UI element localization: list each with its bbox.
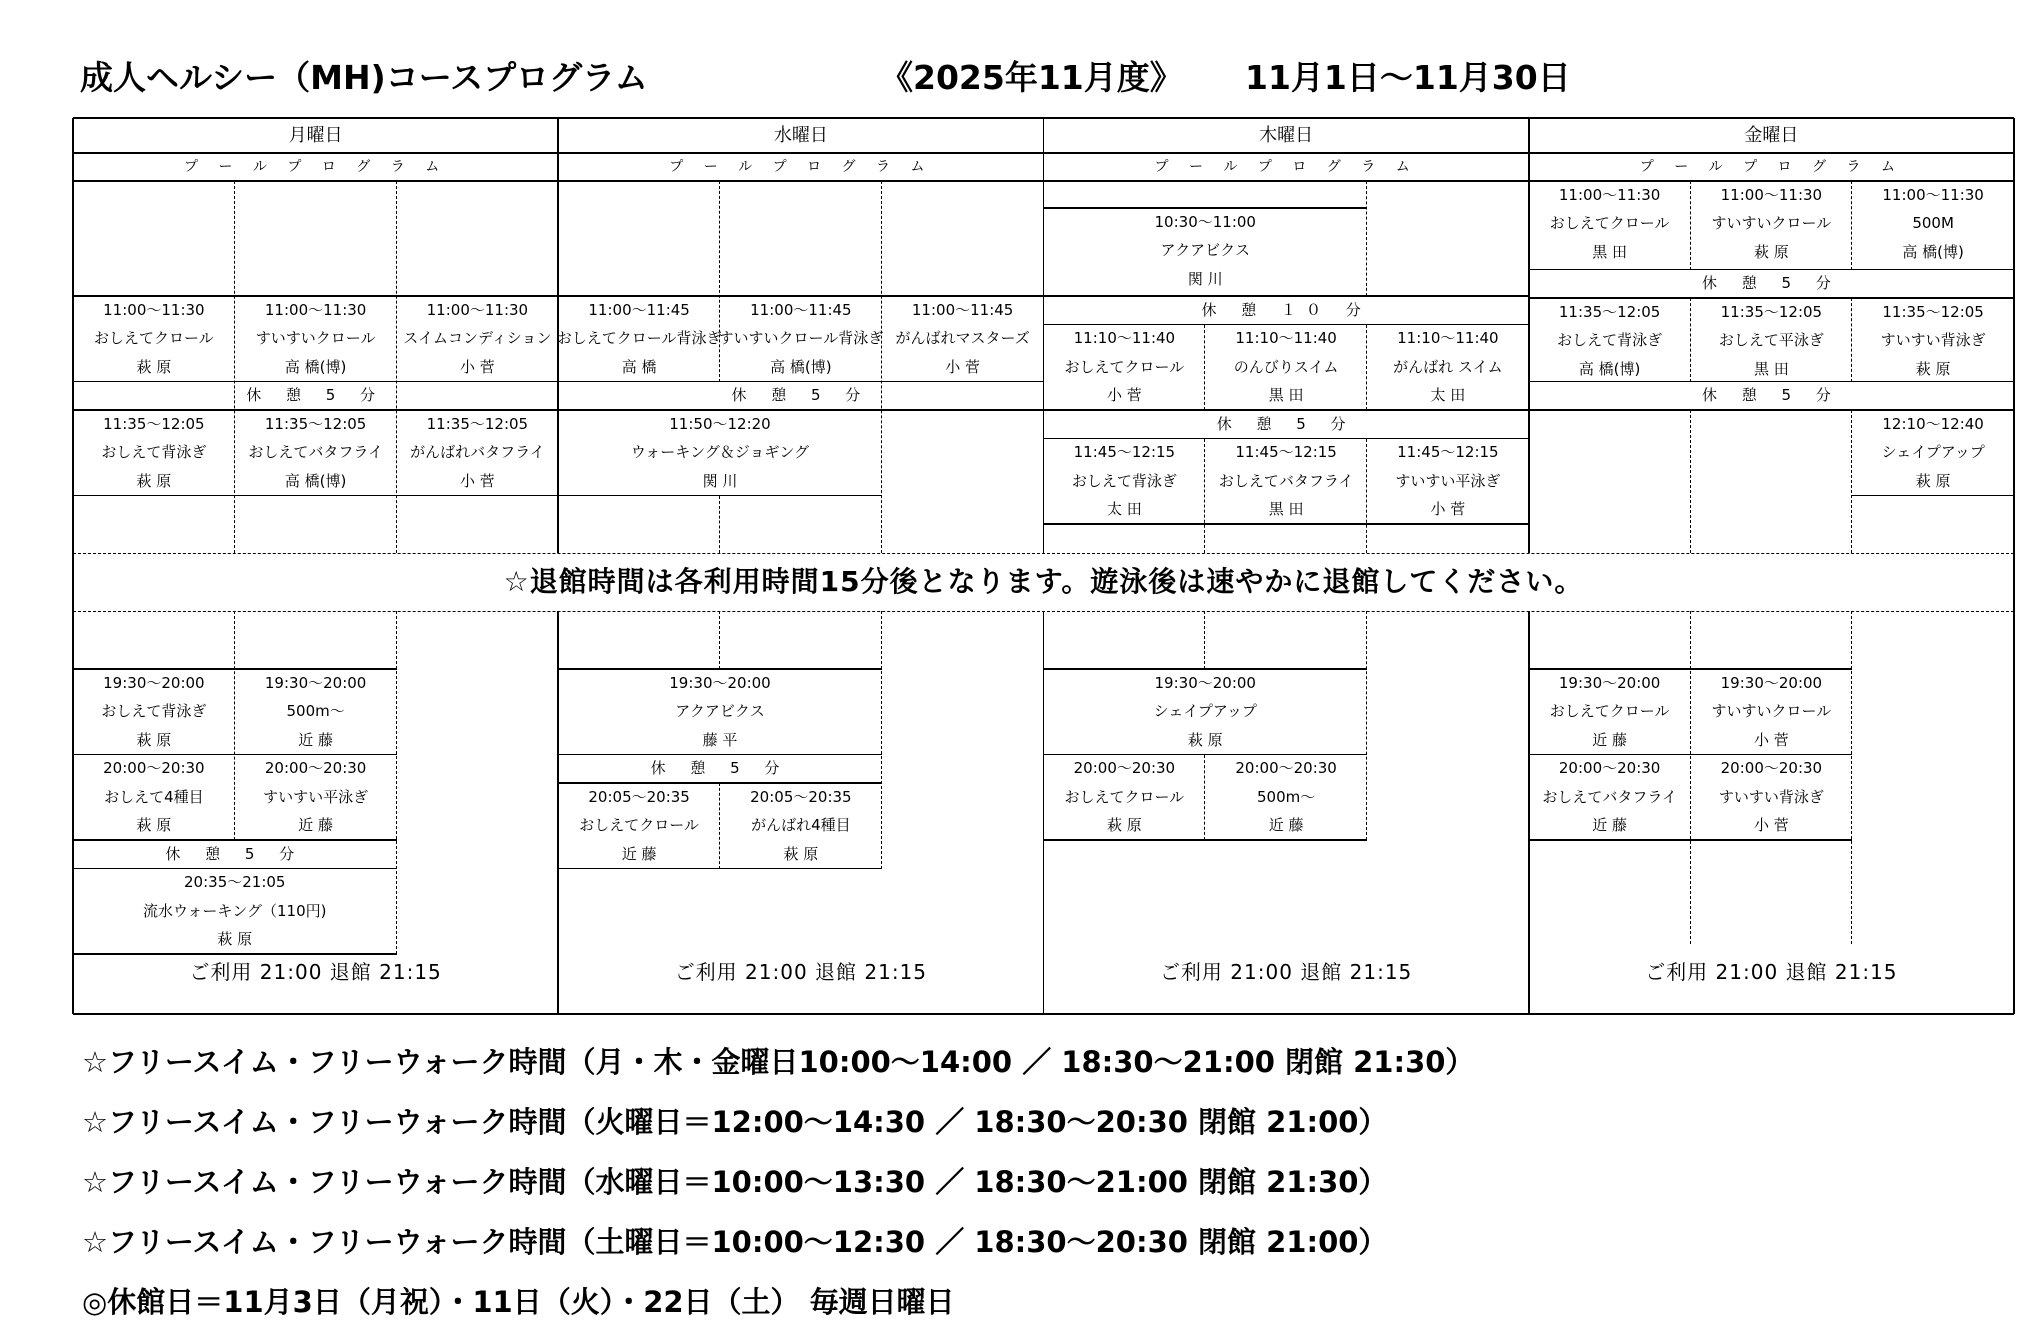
grid-dashed-divider: [1851, 298, 1852, 382]
grid-dashed-divider: [1366, 181, 1367, 296]
fri-class-1100b-time: 11:00～11:30: [1720, 185, 1823, 204]
grid-dashed-divider: [396, 181, 397, 553]
wed-class-1930-name: アクアビクス: [675, 702, 765, 721]
fri-class-2000a-time: 20:00～20:30: [1558, 759, 1661, 778]
break-row: 休 憩 5 分: [1701, 386, 1841, 405]
fri-class-1100a-name: おしえてクロール: [1549, 214, 1670, 233]
mon-class-1135c-name: がんばれバタフライ: [410, 443, 545, 462]
wed-class-2005a-instructor: 近 藤: [621, 844, 657, 863]
day-header: 水曜日: [773, 124, 828, 146]
mon-class-1135b-time: 11:35～12:05: [264, 414, 367, 433]
break-row: 休 憩 5 分: [731, 386, 871, 405]
thu-class-1030-name: アクアビクス: [1160, 241, 1250, 260]
fri-class-1210-name: シェイプアップ: [1881, 443, 1985, 462]
grid-dashed-divider: [719, 496, 720, 554]
day-footer: ご利用 21:00 退館 21:15: [674, 960, 928, 984]
wed-class-1150-instructor: 関 川: [702, 471, 738, 490]
grid-line: [1044, 295, 1529, 297]
break-row: 休 憩 5 分: [165, 844, 305, 863]
fri-class-1210-instructor: 萩 原: [1915, 471, 1951, 490]
thu-class-1145a-instructor: 太 田: [1106, 500, 1142, 519]
thu-class-1145c-time: 11:45～12:15: [1397, 443, 1499, 462]
thu-class-1110c-time: 11:10～11:40: [1397, 329, 1499, 348]
grid-line: [73, 381, 558, 383]
grid-line: [1529, 269, 2014, 271]
wed-class-1100b-name: すいすいクロール背泳ぎ: [718, 329, 884, 348]
grid-line: [73, 953, 397, 955]
thu-class-1110c-instructor: 太 田: [1430, 386, 1466, 405]
wed-class-2005b-name: がんばれ4種目: [751, 816, 851, 835]
fri-class-2000b-time: 20:00～20:30: [1720, 759, 1823, 778]
grid-line: [558, 295, 1043, 297]
mon-class-2000a-time: 20:00～20:30: [103, 759, 205, 778]
break-row: 休 憩 5 分: [246, 386, 386, 405]
mon-class-1930b-time: 19:30～20:00: [264, 673, 367, 692]
thu-class-1145a-name: おしえて背泳ぎ: [1071, 471, 1177, 490]
thu-class-1030-instructor: 関 川: [1187, 269, 1223, 288]
fri-class-1100a-instructor: 黒 田: [1592, 242, 1628, 261]
thu-class-2000b-name: 500m～: [1257, 787, 1316, 806]
wed-class-1930-instructor: 藤 平: [702, 730, 738, 749]
mon-class-1135b-instructor: 高 橋(博): [284, 471, 347, 490]
grid-line: [1852, 495, 2014, 497]
mon-class-1135a-time: 11:35～12:05: [103, 414, 205, 433]
date-range: 11月1日～11月30日: [1245, 58, 1571, 97]
fri-class-1100b-instructor: 萩 原: [1753, 242, 1789, 261]
mon-class-1100a-name: おしえてクロール: [94, 329, 214, 348]
wed-class-2005b-instructor: 萩 原: [783, 844, 819, 863]
grid-line: [73, 295, 558, 297]
grid-dashed-divider: [1204, 755, 1205, 841]
wed-class-2005a-time: 20:05～20:35: [588, 787, 690, 806]
grid-dashed-divider: [881, 181, 882, 553]
mon-class-1135a-name: おしえて背泳ぎ: [101, 443, 207, 462]
grid-line: [558, 754, 882, 756]
fri-class-1135b-name: おしえて平泳ぎ: [1718, 331, 1824, 350]
mon-class-1100a-time: 11:00～11:30: [103, 300, 205, 319]
thu-class-1110a-time: 11:10～11:40: [1073, 329, 1176, 348]
wed-class-1100a-name: おしえてクロール背泳ぎ: [556, 329, 722, 348]
grid-line: [73, 495, 558, 497]
fri-class-2000a-name: おしえてバタフライ: [1542, 787, 1677, 806]
thu-class-1930-name: シェイプアップ: [1153, 702, 1257, 721]
mon-class-2000b-time: 20:00～20:30: [264, 759, 367, 778]
wed-class-1100c-instructor: 小 菅: [945, 357, 981, 376]
mon-class-2035-instructor: 萩 原: [217, 930, 253, 949]
thu-class-1110b-instructor: 黒 田: [1268, 386, 1304, 405]
pool-program-label: プ ー ル プ ロ グ ラ ム: [1639, 159, 1903, 175]
thu-class-1110a-name: おしえてクロール: [1064, 357, 1185, 376]
mon-class-1100c-instructor: 小 菅: [459, 357, 495, 376]
fri-class-1135b-instructor: 黒 田: [1753, 359, 1789, 378]
mon-class-1100c-time: 11:00～11:30: [426, 300, 529, 319]
fri-class-2000a-instructor: 近 藤: [1592, 816, 1628, 835]
wed-class-1100c-time: 11:00～11:45: [911, 300, 1014, 319]
fri-class-1930b-time: 19:30～20:00: [1720, 673, 1823, 692]
mon-class-1135a-instructor: 萩 原: [136, 471, 172, 490]
fri-class-1100c-instructor: 高 橋(博): [1902, 242, 1964, 261]
grid-dashed-divider: [234, 181, 235, 553]
day-header: 木曜日: [1259, 124, 1314, 146]
fri-class-1100b-name: すいすいクロール: [1711, 214, 1832, 233]
mon-class-1135c-time: 11:35～12:05: [426, 414, 529, 433]
wed-class-2005b-time: 20:05～20:35: [750, 787, 852, 806]
grid-dashed-divider: [1851, 410, 1852, 553]
break-row: 休 憩 5 分: [1216, 414, 1356, 433]
mon-class-1930b-name: 500m～: [286, 702, 345, 721]
mon-class-1100b-name: すいすいクロール: [255, 329, 376, 348]
thu-class-1110b-name: のんびりスイム: [1233, 357, 1339, 376]
break-row: 休 憩 １０ 分: [1201, 300, 1371, 319]
mon-class-1135c-instructor: 小 菅: [459, 471, 495, 490]
free-swim-note: ☆フリースイム・フリーウォーク時間（月・木・金曜日10:00～14:00 ／ 18:30～21:00 閉館 21:30）: [82, 1045, 1475, 1079]
exit-time-notice: ☆退館時間は各利用時間15分後となります。遊泳後は速やかに退館してください。: [503, 565, 1584, 598]
period-label: 《2025年11月度》: [880, 58, 1183, 97]
pool-program-label: プ ー ル プ ロ グ ラ ム: [1154, 159, 1418, 175]
fri-class-1135a-instructor: 高 橋(博): [1578, 359, 1641, 378]
grid-dashed-divider: [719, 611, 720, 669]
grid-dashed-divider: [1851, 611, 1852, 944]
mon-class-2035-time: 20:35～21:05: [184, 873, 286, 892]
thu-class-1110a-instructor: 小 菅: [1106, 386, 1142, 405]
wed-class-1100a-instructor: 高 橋: [621, 357, 657, 376]
thu-class-1145b-name: おしえてバタフライ: [1218, 471, 1354, 490]
wed-class-1150-name: ウォーキング＆ジョギング: [630, 443, 810, 462]
grid-dashed-divider: [1204, 439, 1205, 554]
pool-program-label: プ ー ル プ ロ グ ラ ム: [669, 159, 933, 175]
grid-dashed-divider: [1366, 325, 1367, 411]
fri-class-1135c-name: すいすい背泳ぎ: [1880, 331, 1986, 350]
fri-class-1135a-time: 11:35～12:05: [1558, 302, 1661, 321]
wed-class-2005a-name: おしえてクロール: [579, 816, 699, 835]
grid-dashed-divider: [1204, 325, 1205, 411]
grid-dashed-divider: [1204, 611, 1205, 669]
thu-class-1110c-name: がんばれ スイム: [1393, 357, 1503, 376]
mon-class-1100a-instructor: 萩 原: [136, 357, 172, 376]
grid-dashed-divider: [234, 611, 235, 840]
wed-class-1100b-instructor: 高 橋(博): [770, 357, 832, 376]
grid-dashed-divider: [719, 783, 720, 869]
day-header: 金曜日: [1744, 124, 1799, 146]
fri-class-1135c-time: 11:35～12:05: [1882, 302, 1984, 321]
free-swim-note: ☆フリースイム・フリーウォーク時間（火曜日＝12:00～14:30 ／ 18:30～20:30 閉館 21:00）: [82, 1105, 1388, 1139]
mon-class-1100b-time: 11:00～11:30: [264, 300, 367, 319]
wed-class-1100c-name: がんばれマスターズ: [895, 329, 1030, 348]
mon-class-1930b-instructor: 近 藤: [298, 730, 334, 749]
fri-class-1100c-time: 11:00～11:30: [1882, 185, 1984, 204]
day-footer: ご利用 21:00 退館 21:15: [1159, 960, 1413, 984]
fri-class-1135a-name: おしえて背泳ぎ: [1557, 331, 1663, 350]
thu-class-1030-time: 10:30～11:00: [1154, 212, 1256, 231]
pool-program-label: プ ー ル プ ロ グ ラ ム: [184, 159, 448, 175]
wed-class-1100b-time: 11:00～11:45: [750, 300, 852, 319]
grid-dashed-divider: [1366, 439, 1367, 554]
break-row: 休 憩 5 分: [650, 759, 790, 778]
fri-class-1930a-time: 19:30～20:00: [1558, 673, 1661, 692]
free-swim-note: ◎休館日＝11月3日（月祝）・11日（火）・22日（土） 毎週日曜日: [82, 1285, 955, 1319]
grid-line: [1529, 381, 2014, 383]
grid-dashed-divider: [1690, 181, 1691, 270]
thu-class-1930-time: 19:30～20:00: [1154, 673, 1256, 692]
fri-class-1930b-instructor: 小 菅: [1753, 730, 1789, 749]
mon-class-2000a-instructor: 萩 原: [136, 816, 172, 835]
grid-line: [558, 381, 1043, 383]
thu-class-1145b-instructor: 黒 田: [1268, 500, 1304, 519]
mon-class-1100c-name: スイムコンディション: [403, 329, 552, 348]
fri-class-1930b-name: すいすいクロール: [1711, 702, 1832, 721]
wed-class-1930-time: 19:30～20:00: [669, 673, 771, 692]
grid-dashed-divider: [719, 181, 720, 382]
grid-dashed-divider: [396, 611, 397, 954]
grid-dashed-divider: [73, 611, 2014, 612]
grid-line: [1044, 523, 1529, 525]
grid-dashed-divider: [1690, 410, 1691, 553]
break-row: 休 憩 5 分: [1701, 274, 1841, 293]
fri-class-2000b-name: すいすい背泳ぎ: [1718, 787, 1824, 806]
mon-class-2000b-name: すいすい平泳ぎ: [263, 787, 369, 806]
thu-class-2000b-instructor: 近 藤: [1268, 816, 1304, 835]
thu-class-2000b-time: 20:00～20:30: [1235, 759, 1337, 778]
free-swim-note: ☆フリースイム・フリーウォーク時間（土曜日＝10:00～12:30 ／ 18:30～20:30 閉館 21:00）: [82, 1225, 1388, 1259]
thu-class-1930-instructor: 萩 原: [1187, 730, 1223, 749]
wed-class-1150-time: 11:50～12:20: [669, 414, 771, 433]
day-footer: ご利用 21:00 退館 21:15: [189, 960, 442, 984]
thu-class-1145a-time: 11:45～12:15: [1073, 443, 1176, 462]
page-title: 成人ヘルシー（MH)コースプログラム: [80, 58, 648, 97]
mon-class-2035-name: 流水ウォーキング（110円): [143, 901, 327, 920]
fri-class-1930a-instructor: 近 藤: [1592, 730, 1628, 749]
grid-line: [1044, 409, 1529, 411]
thu-class-2000a-instructor: 萩 原: [1106, 816, 1142, 835]
thu-class-1145b-time: 11:45～12:15: [1235, 443, 1337, 462]
grid-dashed-divider: [1690, 298, 1691, 382]
mon-class-1930a-instructor: 萩 原: [136, 730, 172, 749]
mon-class-1100b-instructor: 高 橋(博): [284, 357, 347, 376]
grid-dashed-divider: [1690, 611, 1691, 944]
day-footer: ご利用 21:00 退館 21:15: [1645, 960, 1898, 984]
free-swim-note: ☆フリースイム・フリーウォーク時間（水曜日＝10:00～13:30 ／ 18:30～21:00 閉館 21:30）: [82, 1165, 1388, 1199]
grid-dashed-divider: [1851, 181, 1852, 270]
wed-class-1100a-time: 11:00～11:45: [588, 300, 690, 319]
thu-class-2000a-time: 20:00～20:30: [1073, 759, 1176, 778]
day-header: 月曜日: [288, 124, 343, 146]
mon-class-1930a-time: 19:30～20:00: [103, 673, 205, 692]
fri-class-1135b-time: 11:35～12:05: [1720, 302, 1823, 321]
mon-class-1135b-name: おしえてバタフライ: [248, 443, 383, 462]
mon-class-2000a-name: おしえて4種目: [104, 787, 204, 806]
fri-class-1210-time: 12:10～12:40: [1882, 414, 1984, 433]
fri-class-1135c-instructor: 萩 原: [1915, 359, 1951, 378]
fri-class-1930a-name: おしえてクロール: [1549, 702, 1670, 721]
fri-class-2000b-instructor: 小 菅: [1753, 816, 1789, 835]
thu-class-1145c-instructor: 小 菅: [1430, 500, 1466, 519]
thu-class-1145c-name: すいすい平泳ぎ: [1395, 471, 1501, 490]
mon-class-2000b-instructor: 近 藤: [298, 816, 334, 835]
fri-class-1100c-name: 500M: [1912, 214, 1954, 233]
mon-class-1930a-name: おしえて背泳ぎ: [101, 702, 207, 721]
fri-class-1100a-time: 11:00～11:30: [1558, 185, 1661, 204]
thu-class-2000a-name: おしえてクロール: [1064, 787, 1185, 806]
grid-dashed-divider: [881, 611, 882, 869]
thu-class-1110b-time: 11:10～11:40: [1235, 329, 1337, 348]
grid-dashed-divider: [1366, 611, 1367, 840]
